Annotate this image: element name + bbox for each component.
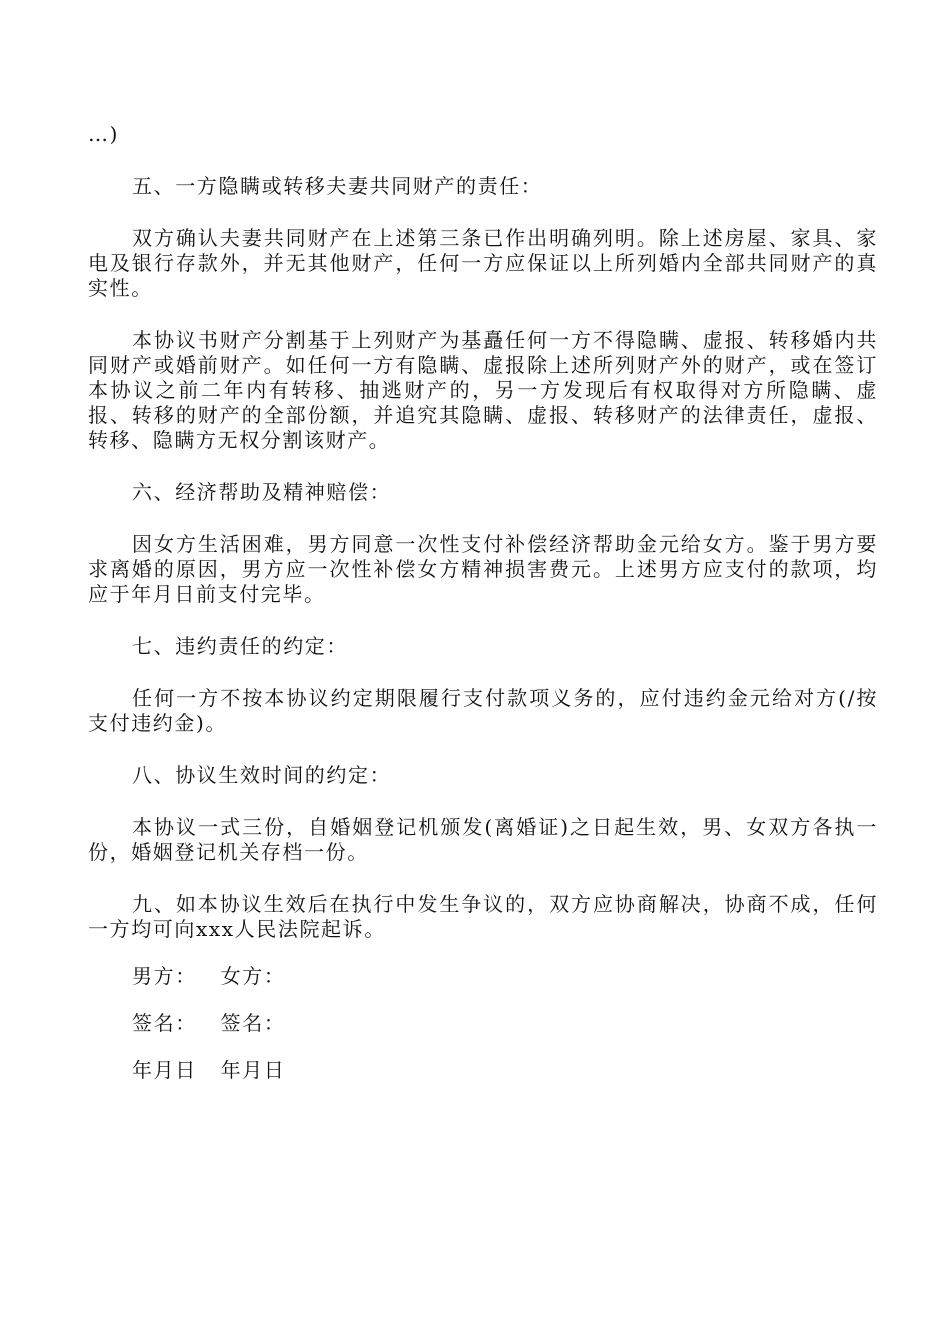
section-7-paragraph: 任何一方不按本协议约定期限履行支付款项义务的，应付违约金元给对方(/按支付违约金)。 [88,686,878,735]
section-6-paragraph: 因女方生活困难，男方同意一次性支付补偿经济帮助金元给女方。鉴于男方要求离婚的原因，男方应一次性补偿女方精神损害费元。上述男方应支付的款项，均应于年月日前支付完毕。 [88,532,878,606]
section-8-paragraph: 本协议一式三份，自婚姻登记机颁发(离婚证)之日起生效，男、女双方各执一份，婚姻登记机关存档一份。 [88,815,878,864]
document-page [88,122,878,1083]
section-9-paragraph: 九、如本协议生效后在执行中发生争议的，双方应协商解决，协商不成，任何一方均可向xxx人民法院起诉。 [88,892,878,941]
section-5-heading: 五、一方隐瞒或转移夫妻共同财产的责任： [132,174,543,198]
section-5-paragraph-2: 本协议书财产分割基于上列财产为基矗任何一方不得隐瞒、虚报、转移婚内共同财产或婚前财产。如任何一方有隐瞒、虚报除上述所列财产外的财产，或在签订本协议之前二年内有转移、抽逃财产的，另一方发现后有权取得对方所隐瞒、虚报、转移的财产的全部份额，并追究其隐瞒、虚报、转移财产的法律责任，虚报、转移、隐瞒方无权分割该财产。 [88,328,878,452]
section-5-paragraph-1: 双方确认夫妻共同财产在上述第三条已作出明确列明。除上述房屋、家具、家电及银行存款外，并无其他财产，任何一方应保证以上所列婚内全部共同财产的真实性。 [88,226,878,300]
section-7-heading: 七、违约责任的约定： [132,634,348,658]
section-8-heading: 八、协议生效时间的约定： [132,763,392,787]
section-6-heading: 六、经济帮助及精神赔偿： [132,480,392,504]
signature-dates: 年月日 年月日 [132,1058,286,1082]
continuation-text: …) [88,122,120,146]
signature-parties: 男方： 女方： [132,964,286,988]
signature-names: 签名： 签名： [132,1011,286,1035]
